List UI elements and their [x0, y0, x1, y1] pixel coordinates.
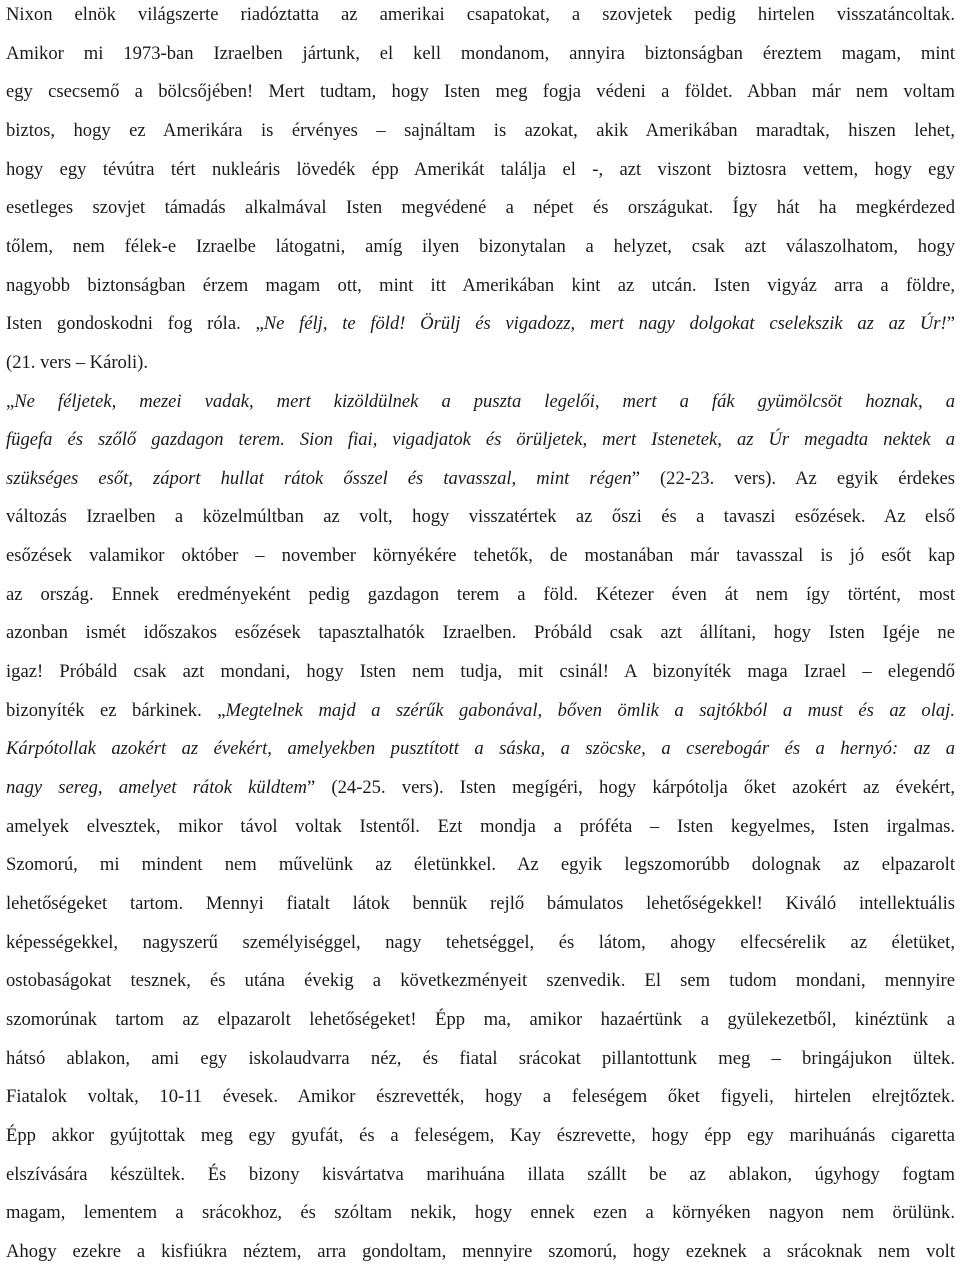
text-line	[6, 696, 955, 726]
text-line	[6, 541, 955, 571]
text-line	[6, 309, 955, 339]
text-segment: nagyobb biztonságban érzem magam ott, mint itt Amerikában kint az utcán. Isten vigyáz arra a földre,	[6, 274, 955, 296]
text-segment: Isten gondoskodni fog róla. „	[6, 313, 264, 335]
text-segment: igaz! Próbáld csak azt mondani, hogy Isten nem tudja, mit csinál! A bizonyíték maga Izrael – elegendő	[6, 661, 955, 683]
italic-quote-segment: Megtelnek majd a szérűk gabonával, bőven ömlik a sajtókból a must és az olaj.	[225, 699, 955, 721]
text-segment: szomorúnak tartom az elpazarolt lehetőségeket! Épp ma, amikor hazaértünk a gyülekezetből, kinéztünk a	[6, 1008, 955, 1030]
italic-quote-segment: fügefa és szőlő gazdagon terem. Sion fiai, vigadjatok és örüljetek, mert Istenetek, az Úr megadta nektek a	[6, 429, 955, 451]
text-segment: Amikor mi 1973-ban Izraelben jártunk, el kell mondanom, annyira biztonságban éreztem magam, mint	[6, 42, 955, 64]
text-line	[6, 232, 955, 262]
text-line	[6, 734, 955, 764]
text-line	[6, 850, 955, 880]
text-line	[6, 657, 955, 687]
text-segment: Ahogy ezekre a kisfiúkra néztem, arra gondoltam, mennyire szomorú, hogy ezeknek a srácoknak nem volt	[6, 1240, 955, 1262]
text-segment: magam, lementem a srácokhoz, és szóltam nekik, hogy ennek ezen a környéken nagyon nem örülünk.	[6, 1202, 955, 1224]
text-line	[6, 1005, 955, 1035]
text-segment: tőlem, nem félek-e Izraelbe látogatni, amíg ilyen bizonytalan a helyzet, csak azt válaszolhatom, hogy	[6, 235, 955, 257]
text-segment: egy csecsemő a bölcsőjében! Mert tudtam, hogy Isten meg fogja védeni a földet. Abban már nem voltam	[6, 81, 955, 103]
text-segment: biztos, hogy ez Amerikára is érvényes – sajnáltam is azokat, akik Amerikában maradtak, hiszen lehet,	[6, 119, 955, 141]
text-segment: ” (24-25. vers). Isten megígéri, hogy kárpótolja őket azokért az évekért,	[306, 777, 955, 798]
text-line	[6, 812, 955, 842]
text-line	[6, 193, 955, 223]
text-line	[6, 773, 955, 803]
text-segment: Szomorú, mi mindent nem művelünk az életünkkel. Az egyik legszomorúbb dolognak az elpazarolt	[6, 854, 955, 876]
text-segment: hogy egy tévútra tért nukleáris lövedék épp Amerikát találja el -, azt viszont biztosra vettem, hogy egy	[6, 158, 955, 180]
text-line	[6, 116, 955, 146]
text-line	[6, 0, 955, 30]
text-segment: az ország. Ennek eredményeként pedig gazdagon terem a föld. Kétezer éven át nem így történt, most	[6, 583, 955, 605]
text-segment: „	[6, 390, 15, 412]
text-line	[6, 1082, 955, 1112]
text-line	[6, 1160, 955, 1190]
text-line	[6, 618, 955, 648]
italic-quote-segment: Ne féljetek, mezei vadak, mert kizöldülnek a puszta legelői, mert a fák gyümölcsöt hoznak, a	[14, 390, 955, 412]
text-line	[6, 580, 955, 610]
text-line	[6, 271, 955, 301]
text-segment: ”	[946, 313, 955, 335]
text-segment: azonban ismét időszakos esőzések tapasztalhatók Izraelben. Próbáld csak azt állítani, hogy Isten Igéje ne	[6, 622, 955, 644]
text-segment: ostobaságokat tesznek, és utána évekig a következményeit szenvedik. El sem tudom mondani, mennyire	[6, 970, 955, 992]
text-line	[6, 39, 955, 69]
text-line	[6, 425, 955, 455]
text-segment: Épp akkor gyújtottak meg egy gyufát, és a feleségem, Kay észrevette, hogy épp egy marihuánás cigaretta	[6, 1124, 955, 1146]
text-segment: elszívására készültek. És bizony kisvártatva marihuána illata szállt be az ablakon, úgyhogy fogtam	[6, 1163, 955, 1185]
text-line	[6, 966, 955, 996]
text-line	[6, 1044, 955, 1074]
text-segment: változás Izraelben a közelmúltban az volt, hogy visszatértek az őszi és a tavaszi esőzések. Az első	[6, 506, 955, 528]
text-segment: képességekkel, nagyszerű személyiséggel, nagy tehetséggel, és látom, ahogy elfecsérelik az életüket,	[6, 931, 955, 953]
text-segment: ” (22-23. vers). Az egyik érdekes	[631, 467, 955, 489]
text-line	[6, 889, 955, 919]
text-segment: esetleges szovjet támadás alkalmával Isten megvédené a népet és országukat. Így hát ha megkérdezed	[6, 197, 955, 219]
text-line	[6, 387, 955, 417]
text-line	[6, 1121, 955, 1151]
text-segment: esőzések valamikor október – november környékére tehetők, de mostanában már tavasszal is jó esőt kap	[6, 545, 955, 567]
text-line	[6, 928, 955, 958]
text-segment: amelyek elvesztek, mikor távol voltak Istentől. Ezt mondja a próféta – Isten kegyelmes, Isten irgalmas.	[6, 815, 955, 837]
italic-quote-segment: nagy sereg, amelyet rátok küldtem	[6, 777, 307, 798]
text-line	[6, 1198, 955, 1228]
text-segment: Fiatalok voltak, 10-11 évesek. Amikor észrevették, hogy a feleségem őket figyeli, hirtelen elrejtőztek.	[6, 1086, 955, 1108]
text-segment: hátsó ablakon, ami egy iskolaudvarra néz, és fiatal srácokat pillantottunk meg – bringájukon ültek.	[6, 1047, 955, 1069]
text-segment: lehetőségeket tartom. Mennyi fiatalt látok bennük rejlő bámulatos lehetőségekkel! Kiváló intellektuális	[6, 892, 955, 914]
text-line	[6, 77, 955, 107]
text-line	[6, 155, 955, 185]
text-line	[6, 464, 955, 494]
text-segment: bizonyíték ez bárkinek. „	[6, 699, 226, 721]
text-line	[6, 348, 955, 378]
text-segment: Nixon elnök világszerte riadóztatta az amerikai csapatokat, a szovjetek pedig hirtelen visszatáncoltak.	[6, 4, 955, 25]
italic-quote-segment: Kárpótollak azokért az évekért, amelyekben pusztított a sáska, a szöcske, a cserebogár és a hernyó: az a	[6, 738, 955, 760]
italic-quote-segment: szükséges esőt, záport hullat rátok ősszel és tavasszal, mint régen	[6, 467, 632, 489]
text-segment: (21. vers – Károli).	[6, 351, 148, 373]
text-line	[6, 502, 955, 532]
text-line	[6, 1237, 955, 1267]
italic-quote-segment: Ne félj, te föld! Örülj és vigadozz, mert nagy dolgokat cselekszik az az Úr!	[263, 313, 947, 335]
